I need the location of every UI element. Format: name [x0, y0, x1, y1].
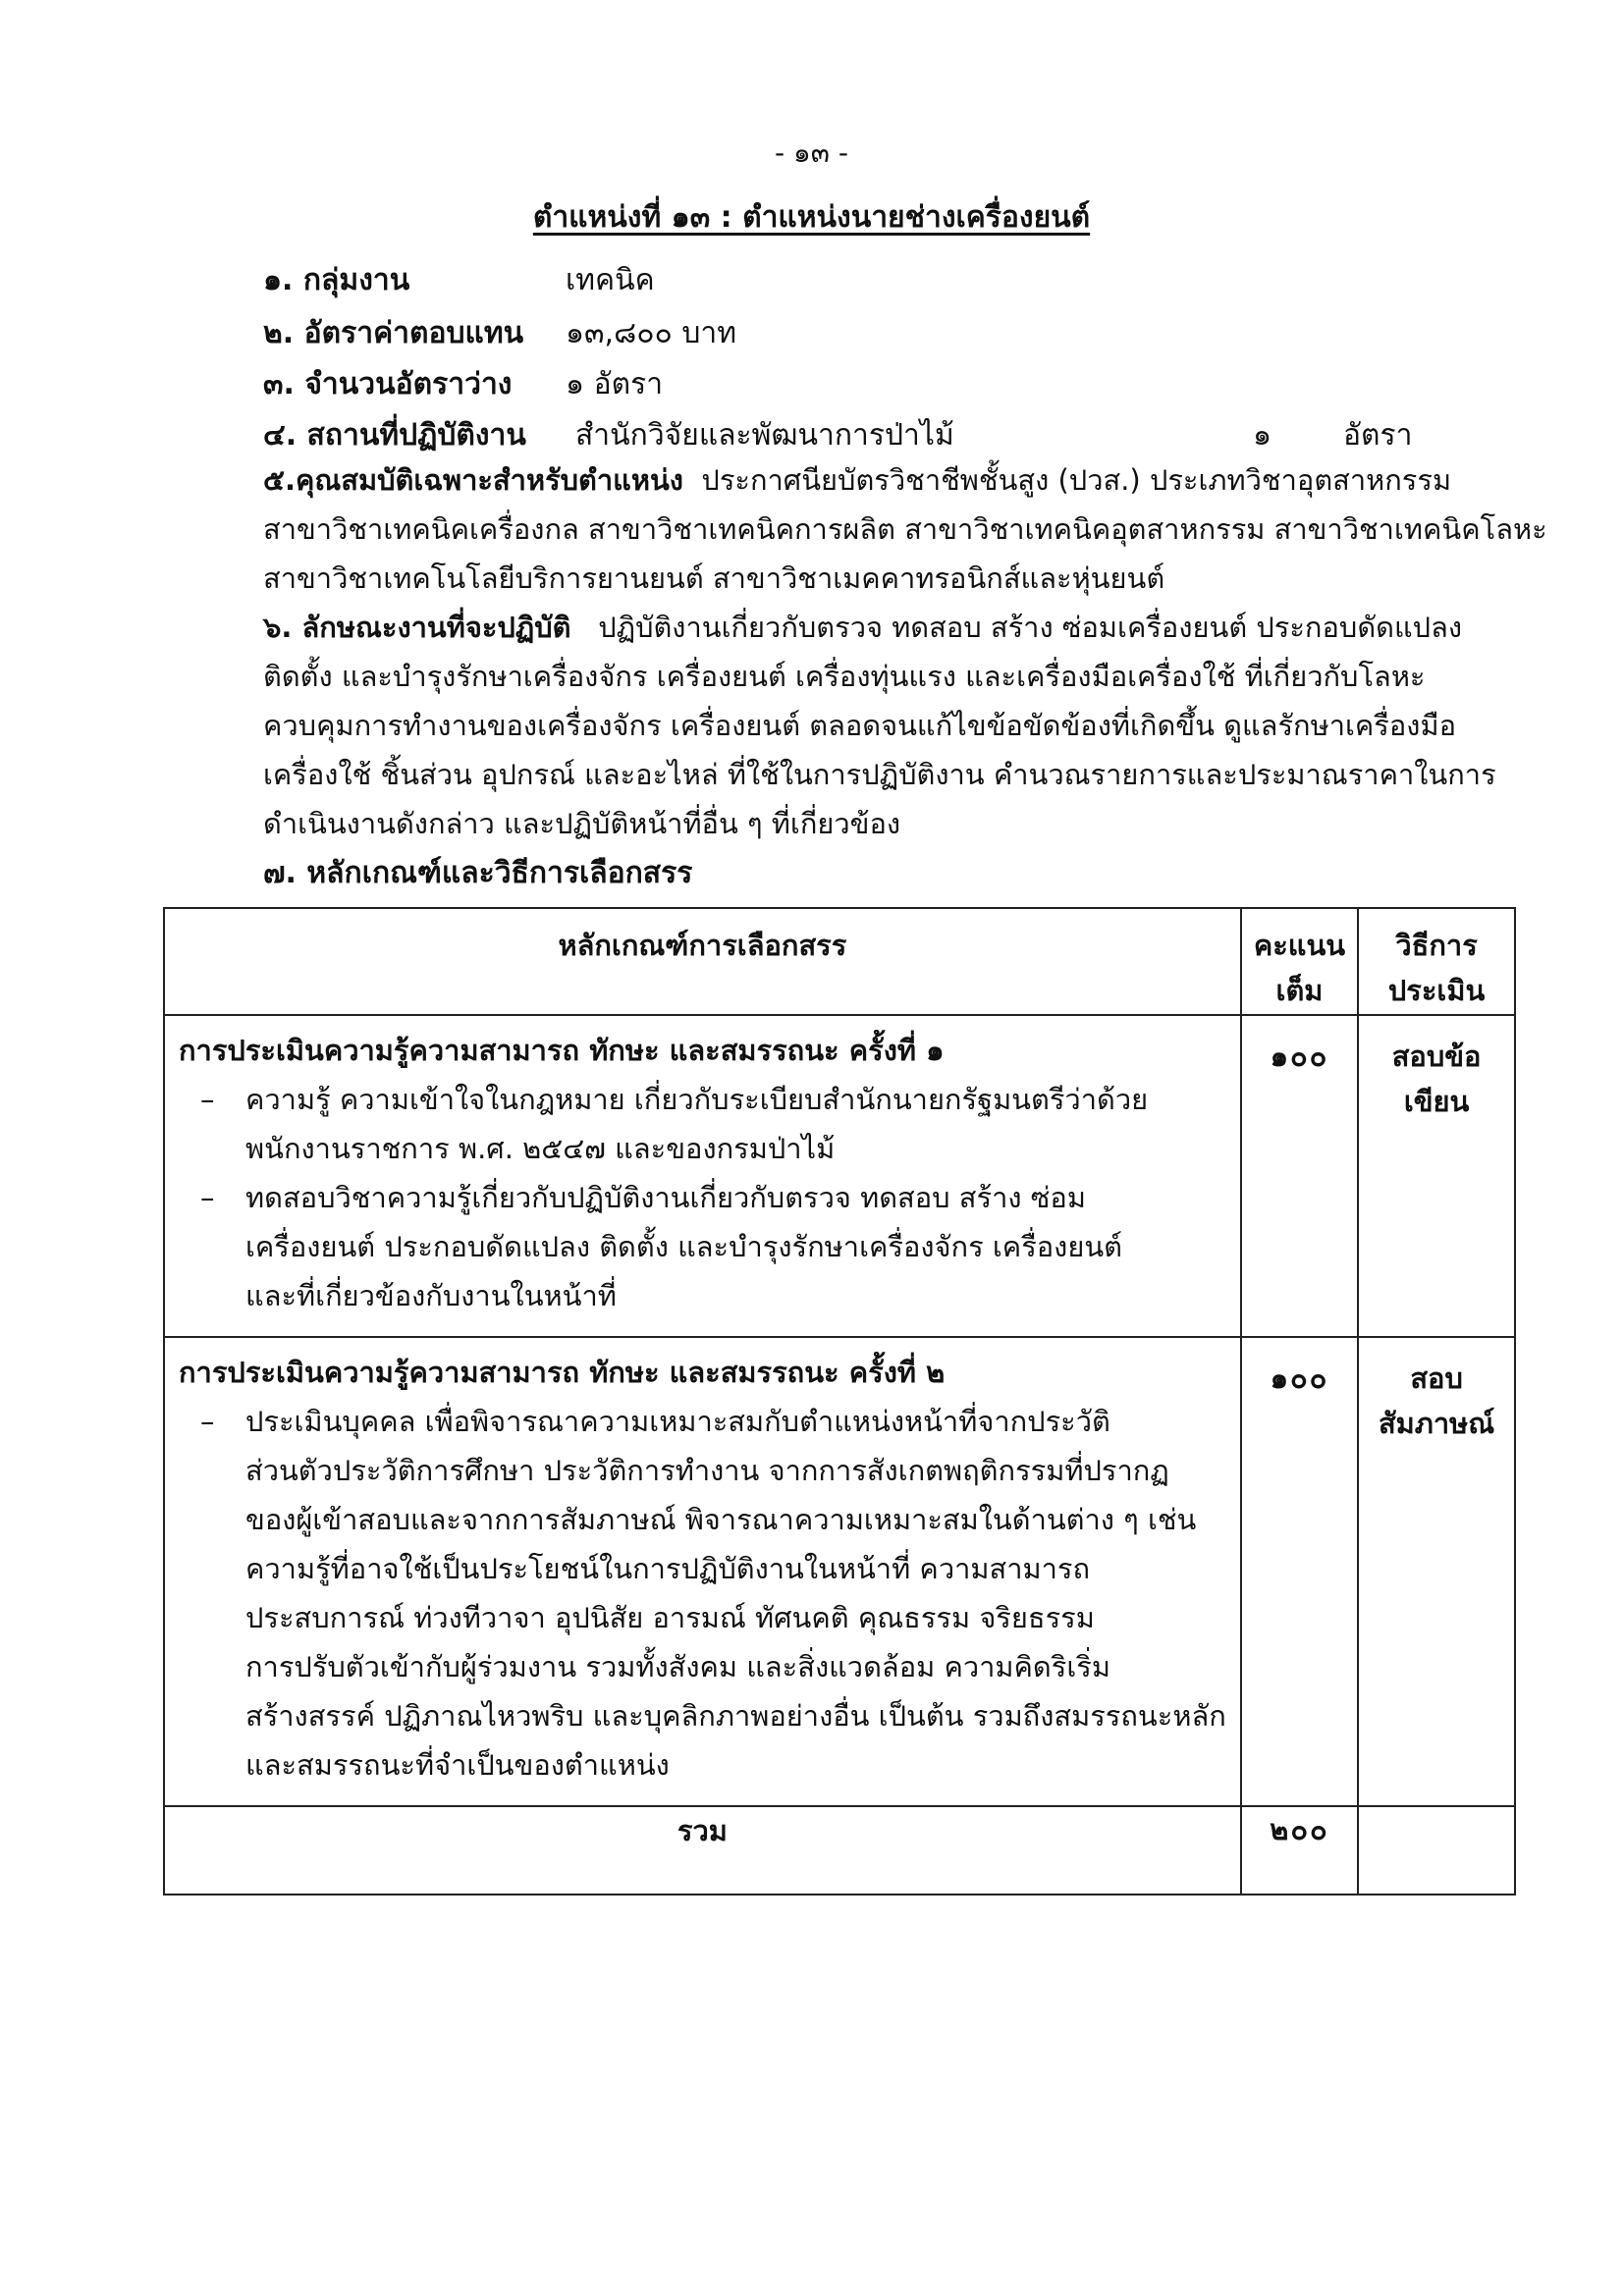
- header-criteria: หลักเกณฑ์การเลือกสรร: [164, 908, 1241, 1015]
- field-vacancies: [263, 361, 664, 407]
- list-item: [179, 1075, 1226, 1173]
- score-cell: ๑๐๐: [1241, 1015, 1358, 1337]
- list-item: [179, 1397, 1226, 1789]
- field-value: สำนักวิจัยและพัฒนาการป่าไม้: [575, 418, 954, 453]
- field-value: ๑ อัตรา: [566, 367, 664, 401]
- total-label: รวม: [164, 1806, 1241, 1895]
- criteria-cell: [164, 1337, 1241, 1806]
- method-cell: สอบข้อเขียน: [1358, 1015, 1515, 1337]
- qualification-line: ประกาศนียบัตรวิชาชีพชั้นสูง (ปวส.) ประเภทวิชาอุตสาหกรรม: [701, 463, 1452, 497]
- field-rate: [263, 310, 737, 356]
- field-value: ๑๓,๘๐๐ บาท: [566, 316, 737, 350]
- page-number: - ๑๓ -: [775, 136, 848, 169]
- duties: [263, 603, 1502, 848]
- bullet-line: และสมรรถนะที่จำเป็นของตำแหน่ง: [245, 1748, 670, 1782]
- field-count: ๑: [1253, 418, 1272, 453]
- table-row: [164, 1337, 1515, 1806]
- bullet-line: ประสบการณ์ ท่วงทีวาจา อุปนิสัย อารมณ์ ทัศนคติ คุณธรรม จริยธรรม: [245, 1601, 1095, 1634]
- score-cell: ๑๐๐: [1241, 1337, 1358, 1806]
- bullet-line: ความรู้ที่อาจใช้เป็นประโยชน์ในการปฏิบัติงานในหน้าที่ ความสามารถ: [245, 1552, 1091, 1585]
- qualification-line: สาขาวิชาเทคนิคเครื่องกล สาขาวิชาเทคนิคการผลิต สาขาวิชาเทคนิคอุตสาหกรรม สาขาวิชาเทคนิคโลหะ: [263, 512, 1547, 546]
- duties-line: ดำเนินงานดังกล่าว และปฏิบัติหน้าที่อื่น ๆ ที่เกี่ยวข้อง: [263, 807, 901, 840]
- section-heading: การประเมินความรู้ความสามารถ ทักษะ และสมรรถนะ ครั้งที่ ๒: [179, 1356, 946, 1389]
- bullet-line: ของผู้เข้าสอบและจากการสัมภาษณ์ พิจารณาความเหมาะสมในด้านต่าง ๆ เช่น: [245, 1503, 1197, 1536]
- page-title: ตำแหน่งที่ ๑๓ : ตำแหน่งนายช่างเครื่องยนต์: [532, 200, 1091, 235]
- duties-line: ควบคุมการทำงานของเครื่องจักร เครื่องยนต์ ตลอดจนแก้ไขข้อขัดข้องที่เกิดขึ้น ดูแลรักษาเครื่องมือ: [263, 709, 1456, 742]
- qualification: [263, 455, 1547, 603]
- criteria-cell: [164, 1015, 1241, 1337]
- total-score: ๒๐๐: [1241, 1806, 1358, 1895]
- bullet-line: และที่เกี่ยวข้องกับงานในหน้าที่: [245, 1279, 617, 1312]
- bullet-line: พนักงานราชการ พ.ศ. ๒๕๔๗ และของกรมป่าไม้: [245, 1132, 836, 1165]
- bullet-line: ความรู้ ความเข้าใจในกฎหมาย เกี่ยวกับระเบียบสำนักนายกรัฐมนตรีว่าด้วย: [245, 1083, 1149, 1116]
- duties-line: เครื่องใช้ ชิ้นส่วน อุปกรณ์ และอะไหล่ ที่ใช้ในการปฏิบัติงาน คำนวณรายการและประมาณราคาในการ: [263, 758, 1496, 791]
- bullet-mark: –: [200, 1083, 215, 1116]
- total-method-empty: [1358, 1806, 1515, 1895]
- bullet-line: ประเมินบุคคล เพื่อพิจารณาความเหมาะสมกับตำแหน่งหน้าที่จากประวัติ: [245, 1405, 1110, 1438]
- qualification-label: ๕.คุณสมบัติเฉพาะสำหรับตำแหน่ง: [263, 463, 683, 497]
- bullet-line: เครื่องยนต์ ประกอบดัดแปลง ติดตั้ง และบำรุงรักษาเครื่องจักร เครื่องยนต์: [245, 1230, 1122, 1263]
- criteria-table: [163, 907, 1516, 1896]
- bullet-mark: –: [200, 1405, 215, 1438]
- bullet-line: ทดสอบวิชาความรู้เกี่ยวกับปฏิบัติงานเกี่ยวกับตรวจ ทดสอบ สร้าง ซ่อม: [245, 1181, 1086, 1214]
- field-label: ๓. จำนวนอัตราว่าง: [263, 367, 513, 401]
- section-heading: การประเมินความรู้ความสามารถ ทักษะ และสมรรถนะ ครั้งที่ ๑: [179, 1034, 945, 1067]
- field-label: ๒. อัตราค่าตอบแทน: [263, 316, 524, 350]
- table-row: [164, 1015, 1515, 1337]
- field-value: เทคนิค: [566, 263, 655, 297]
- duties-line: ปฏิบัติงานเกี่ยวกับตรวจ ทดสอบ สร้าง ซ่อมเครื่องยนต์ ประกอบดัดแปลง: [598, 611, 1463, 644]
- total-row: [164, 1806, 1515, 1895]
- field-label: ๔. สถานที่ปฏิบัติงาน: [263, 418, 526, 453]
- field-label: ๑. กลุ่มงาน: [263, 263, 410, 297]
- method-cell: สอบสัมภาษณ์: [1358, 1337, 1515, 1806]
- field-unit: อัตรา: [1343, 418, 1413, 453]
- bullet-line: การปรับตัวเข้ากับผู้ร่วมงาน รวมทั้งสังคม และสิ่งแวดล้อม ความคิดริเริ่ม: [245, 1650, 1110, 1683]
- field-group: [263, 257, 655, 303]
- bullet-line: ส่วนตัวประวัติการศึกษา ประวัติการทำงาน จากการสังเกตพฤติกรรมที่ปรากฏ: [245, 1454, 1169, 1487]
- bullet-line: สร้างสรรค์ ปฏิภาณไหวพริบ และบุคลิกภาพอย่างอื่น เป็นต้น รวมถึงสมรรถนะหลัก: [245, 1699, 1226, 1733]
- criteria-heading: ๗. หลักเกณฑ์และวิธีการเลือกสรร: [263, 856, 693, 890]
- duties-label: ๖. ลักษณะงานที่จะปฏิบัติ: [263, 611, 571, 644]
- duties-line: ติดตั้ง และบำรุงรักษาเครื่องจักร เครื่องยนต์ เครื่องทุ่นแรง และเครื่องมือเครื่องใช้ ที่เกี่ยวกับโลหะ: [263, 660, 1426, 693]
- qualification-line: สาขาวิชาเทคโนโลยีบริการยานยนต์ สาขาวิชาเมคคาทรอนิกส์และหุ่นยนต์: [263, 561, 1165, 595]
- table-header-row: [164, 908, 1515, 1015]
- list-item: [179, 1173, 1226, 1320]
- bullet-mark: –: [200, 1181, 215, 1214]
- header-method: วิธีการประเมิน: [1358, 908, 1515, 1015]
- header-score: คะแนนเต็ม: [1241, 908, 1358, 1015]
- field-location: [263, 412, 1441, 458]
